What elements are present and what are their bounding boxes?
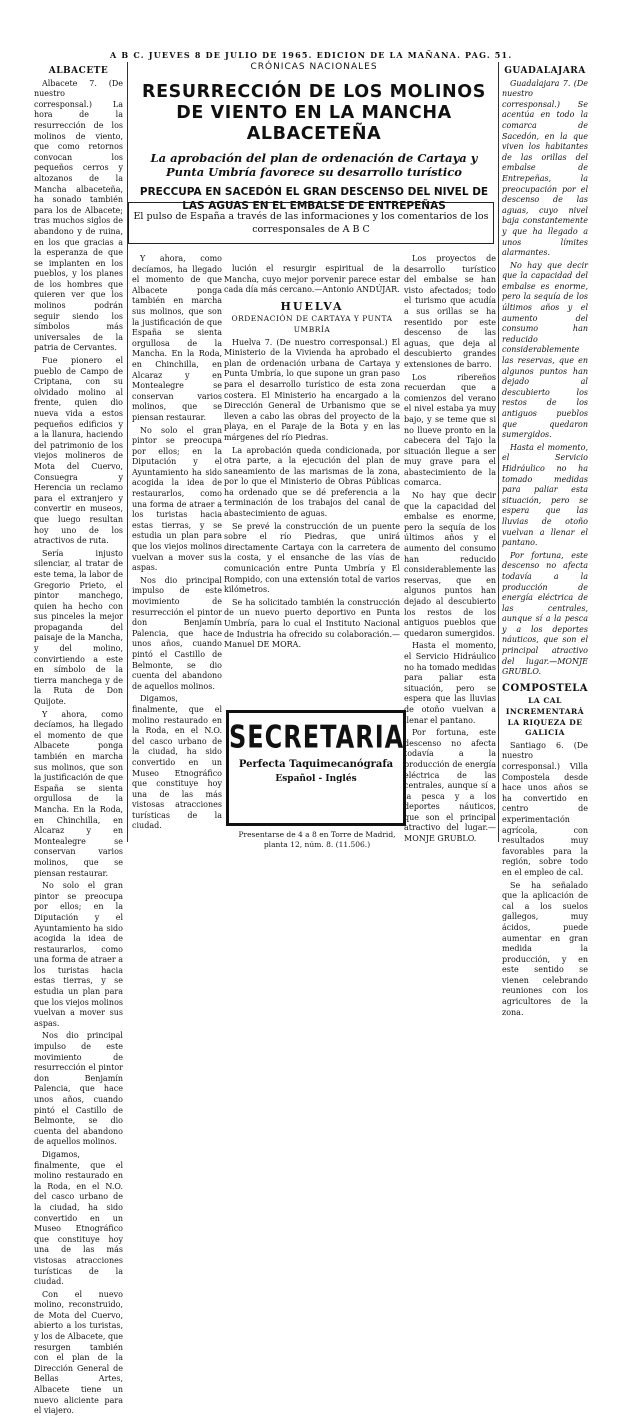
ad-title: SECRETARIA <box>229 718 405 756</box>
ad-line-2: Español - Inglés <box>275 774 357 784</box>
paragraph: Se prevé la construcción de un puente sobre el río Piedras, que unirá directamente Cartaya con la carretera de la costa, y el ensanche de las vías de comunicación entre Punta Umbría y El Rompido, con una extensión total de varios kilómetros. <box>224 521 400 595</box>
paragraph: Los ribereños recuerdan que a comienzos del verano el nivel estaba ya muy bajo, y se teme que si no llueve pronto en la cabecera del Tajo la situación llegue a ser muy grave para el abastecimiento de la comarca. <box>404 372 496 488</box>
paragraph: Digamos, finalmente, que el molino restaurado en la Roda, en el N.O. del casco urbano de la ciudad, ha sido convertido en un Museo Etnográfico que constituye hoy una de las más vistosas atracciones turísticas de la ciudad. <box>34 1149 123 1287</box>
subheadline-secondary: PRECCUPA EN SACEDÓN EL GRAN DESCENSO DEL NIVEL DE LAS AGUAS EN EL EMBALSE DE ENTREPEÑAS <box>139 186 489 212</box>
paragraph: Huelva 7. (De nuestro corresponsal.) El Ministerio de la Vivienda ha aprobado el plan de ordenación urbana de Cartaya y Punta Umbría, lo que supone un gran paso para el desarrollo turístico de esta zona costera. El Ministerio ha encargado a la Dirección General de Urbanismo que se lleven a cabo las obras del proyecto de la playa, en el Paraje de la Bota y en las márgenes del río Piedras. <box>224 337 400 442</box>
paragraph: Por fortuna, este descenso no afecta todavía a la producción de energía eléctrica de las centrales, aunque sí a la pesca y a los deportes náuticos, que son el principal atractivo del lugar.—MONJE GRUBLO. <box>502 550 588 677</box>
paragraph: Nos dio principal impulso de este movimiento de resurrección el pintor don Benjamín Palencia, que hace unos años, cuando pintó el Castillo de Belmonte, se dio cuenta del abandono de aquellos molinos. <box>132 575 222 691</box>
paragraph: Se ha solicitado también la construcción de un nuevo puerto deportivo en Punta Umbría, para lo cual el Instituto Nacional de Industria ha ofrecido su colaboración.—Manuel DE MORA. <box>224 597 400 650</box>
paragraph: No hay que decir que la capacidad del embalse es enorme, pero la sequía de los últimos años y el aumento del consumo han reducido considerablemente las reservas, que en algunos puntos han dejado al descubierto los restos de los antiguos pueblos que quedaron sumergidos. <box>404 491 496 638</box>
section-guadalajara: GUADALAJARA <box>504 66 586 76</box>
paragraph: Digamos, finalmente, que el molino restaurado en la Roda, en el N.O. del casco urbano de la ciudad, ha sido convertido en un Museo Etnográfico que constituye hoy una de las más vistosas atracciones turísticas de la ciudad. <box>132 694 222 831</box>
running-head: A B C. JUEVES 8 DE JULIO DE 1965. EDICION DE LA MAÑANA. PAG. 51. <box>110 50 513 60</box>
ad-line-1: Perfecta Taquimecanógrafa <box>238 759 394 770</box>
paragraph: Nos dio principal impulso de este movimiento de resurrección el pintor don Benjamín Palencia, que hace unos años, cuando pintó el Castillo de Belmonte, se dio cuenta del abandono de aquellos molinos. <box>34 1031 123 1147</box>
section-kicker: CRÓNICAS NACIONALES <box>250 62 378 72</box>
section-huelva: HUELVA <box>280 299 344 313</box>
headline-block <box>132 62 496 213</box>
main-headline: RESURRECCIÓN DE LOS MOLINOS DE VIENTO EN LA MANCHA ALBACETEÑA <box>142 82 486 144</box>
paragraph: Sería injusto silenciar, al tratar de este tema, la labor de Gregorio Prieto, el pintor manchego, quien ha hecho con sus pinceles la mejor propaganda del paisaje de la Mancha, y del molino, convirtiendo a este en símbolo de la tierra manchega y de la Ruta de Don Quijote. <box>34 548 123 707</box>
paragraph: Los proyectos de desarrollo turístico del embalse se han visto afectados; todo el turismo que acudía a sus orillas se ha resentido por este descenso de las aguas, que deja al descubierto grandes extensiones de barro. <box>404 254 496 369</box>
paragraph: Y ahora, como decíamos, ha llegado el momento de que Albacete ponga también en marcha sus molinos, que son la justificación de que España se sienta orgullosa de la Mancha. En la Roda, en Chinchilla, en Alcaraz y en Montealegre se conservan varios molinos, que se piensan restaurar. <box>132 254 222 422</box>
subheadline: La aprobación del plan de ordenación de Cartaya y Punta Umbría favorece su desarrollo turístico <box>150 151 478 179</box>
paragraph: No solo el gran pintor se preocupa por ellos; en la Diputación y el Ayuntamiento ha sido acogida la idea de restaurarlos, como una forma de atraer a los turistas hacia estas tierras, y se estudia un plan para que los viejos molinos vuelvan a mover sus aspas. <box>34 881 123 1028</box>
section-compostela-subtitle: LA CAL INCREMENTARÁ LA RIQUEZA DE GALICIA <box>505 696 585 738</box>
center-left-column <box>132 254 222 834</box>
center-right-column <box>404 254 496 844</box>
classified-ad <box>226 710 406 826</box>
center-column <box>224 264 400 704</box>
left-column-rule <box>127 62 128 842</box>
ad-footer: Presentarse de 4 a 8 en Torre de Madrid, planta 12, núm. 8. (11.506.) <box>238 830 396 849</box>
paragraph: Albacete 7. (De nuestro corresponsal.) La hora de la resurrección de los molinos de viento, que como retornos convocan los pequeños cerros y altozanos de la Mancha albaceteña, ha sonado también para los de Albacete; tras muchos siglos de abandono y de ruina, en los que gracias a la esperanza de que se implanten en los pueblos, y los planes de los hombres que quieren ver que los molinos podrán seguir siendo los símbolos más universales de la patria de Cervantes. <box>34 78 123 353</box>
paragraph: Se ha señalado que la aplicación de cal a los suelos gallegos, muy ácidos, puede aumentar en gran medida la producción, y en este sentido se vienen celebrando reuniones con los agricultores de la zona. <box>502 880 588 1017</box>
paragraph: Por fortuna, este descenso no afecta todavía a la producción de energía eléctrica de las centrales, aunque sí a la pesca y a los deportes náuticos, que son el principal atractivo del lugar.—MONJE GRUBLO. <box>404 728 496 844</box>
paragraph: lución el resurgir espiritual de la Mancha, cuyo mejor porvenir parece estar cada día más cercano.—Antonio ANDÚJAR. <box>224 264 400 295</box>
paragraph: Hasta el momento, el Servicio Hidráulico no ha tomado medidas para paliar esta situación, pero se espera que las lluvias de otoño vuelvan a llenar el pantano. <box>502 442 588 548</box>
paragraph: Fue pionero el pueblo de Campo de Criptana, con su olvidado molino al frente, quien dio nueva vida a estos pequeños edificios y a la llanura, haciendo del patrimonio de los viejos molineros de Mota del Cuervo, Consuegra y Herencia un reclamo para el extranjero y convertir en museos, que luego resultan hoy uno de los atractivos de ruta. <box>34 356 123 546</box>
left-column <box>34 66 123 1416</box>
paragraph: Guadalajara 7. (De nuestro corresponsal.) Se acentúa en todo la comarca de Sacedón, en la que viven los habitantes de las orillas del embalse de Entrepeñas, la preocupación por el descenso de las aguas, cuyo nivel baja constantemente y que ha llegado a unos límites alarmantes. <box>502 78 588 258</box>
section-compostela: COMPOSTELA <box>502 682 589 694</box>
paragraph: No hay que decir que la capacidad del embalse es enorme, pero la sequía de los últimos años y el aumento del consumo han reducido considerablemente las reservas, que en algunos puntos han dejado al descubierto los restos de los antiguos pueblos que quedaron sumergidos. <box>502 260 588 440</box>
boxed-intro: El pulso de España a través de las informaciones y los comentarios de los corresponsales de A B C <box>128 202 494 244</box>
paragraph: Santiago 6. (De nuestro corresponsal.) Villa Compostela desde hace unos años se ha convertido en centro de experimentación agrícola, con resultados muy favorables para la región, sobre todo en el empleo de cal. <box>502 740 588 877</box>
section-huelva-subtitle: ORDENACIÓN DE CARTAYA Y PUNTA UMBRÍA <box>231 314 393 334</box>
paragraph: No solo el gran pintor se preocupa por ellos; en la Diputación y el Ayuntamiento ha sido acogida la idea de restaurarlos, como una forma de atraer a los turistas hacia estas tierras, y se estudia un plan para que los viejos molinos vuelvan a mover sus aspas. <box>132 425 222 573</box>
paragraph: Hasta el momento, el Servicio Hidráulico no ha tomado medidas para paliar esta situación, pero se espera que las lluvias de otoño vuelvan a llenar el pantano. <box>404 641 496 725</box>
paragraph: Y ahora, como decíamos, ha llegado el momento de que Albacete ponga también en marcha sus molinos, que son la justificación de que España se sienta orgullosa de la Mancha. En la Roda, en Chinchilla, en Alcaraz y en Montealegre se conservan varios molinos, que se piensan restaurar. <box>34 709 123 878</box>
paragraph: Con el nuevo molino, reconstruido, de Mota del Cuervo, abierto a los turistas, y los de Albacete, que resurgen también con el plan de la Dirección General de Bellas Artes, Albacete tiene un nuevo aliciente para el viajero. <box>34 1289 123 1416</box>
right-column-rule <box>498 62 499 842</box>
section-albacete: ALBACETE <box>48 66 109 76</box>
right-column <box>502 66 589 1017</box>
paragraph: La aprobación queda condicionada, por otra parte, a la ejecución del plan de saneamiento de las marismas de la zona, por lo que el Ministerio de Obras Públicas ha ordenado que se dé preferencia a la terminación de los trabajos del canal de abastecimiento de aguas. <box>224 445 400 519</box>
